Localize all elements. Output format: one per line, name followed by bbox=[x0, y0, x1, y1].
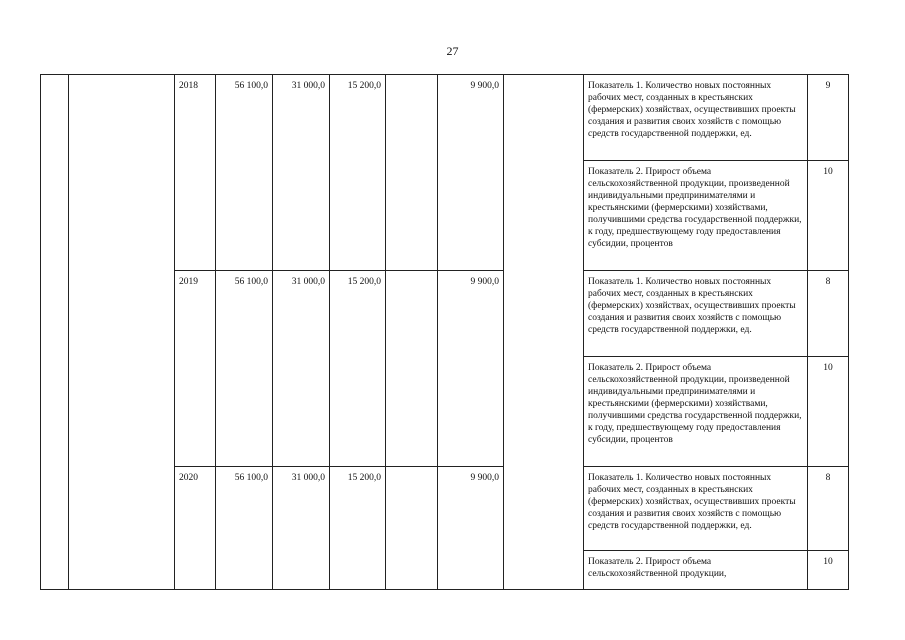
indicator-text: Показатель 2. Прирост объема сельскохозяйственной продукции, bbox=[584, 551, 808, 590]
year-cell: 2020 bbox=[175, 467, 216, 590]
local-budget-cell bbox=[386, 467, 438, 590]
name-cell bbox=[69, 75, 175, 590]
federal-budget-cell: 31 000,0 bbox=[273, 467, 330, 590]
indicator-value: 9 bbox=[808, 75, 849, 161]
indicator-value: 8 bbox=[808, 271, 849, 357]
indicator-value: 8 bbox=[808, 467, 849, 551]
indicator-text: Показатель 2. Прирост объема сельскохозяйственной продукции, произведенной индивидуальными предпринимателями и крестьянскими (фермерскими) хозяйствами, получившими средства государственной поддержки, к году, предшествующему году предоставления субсидии, процентов bbox=[584, 161, 808, 271]
local-budget-cell bbox=[386, 75, 438, 271]
year-cell: 2019 bbox=[175, 271, 216, 467]
regional-budget-cell: 15 200,0 bbox=[330, 467, 386, 590]
federal-budget-cell: 31 000,0 bbox=[273, 271, 330, 467]
local-budget-cell bbox=[386, 271, 438, 467]
extrabudgetary-cell: 9 900,0 bbox=[438, 467, 504, 590]
indicator-value: 10 bbox=[808, 551, 849, 590]
total-cell: 56 100,0 bbox=[216, 467, 273, 590]
executor-cell bbox=[504, 75, 584, 590]
indicator-value: 10 bbox=[808, 357, 849, 467]
table-row bbox=[41, 75, 849, 161]
regional-budget-cell: 15 200,0 bbox=[330, 75, 386, 271]
year-cell: 2018 bbox=[175, 75, 216, 271]
extrabudgetary-cell: 9 900,0 bbox=[438, 271, 504, 467]
indicator-text: Показатель 1. Количество новых постоянных рабочих мест, созданных в крестьянских (фермерских) хозяйствах, осуществивших проекты создания и развития своих хозяйств с помощью средств государственной поддержки, ед. bbox=[584, 467, 808, 551]
regional-budget-cell: 15 200,0 bbox=[330, 271, 386, 467]
page-number: 27 bbox=[446, 44, 459, 58]
indicator-value: 10 bbox=[808, 161, 849, 271]
indicator-text: Показатель 2. Прирост объема сельскохозяйственной продукции, произведенной индивидуальными предпринимателями и крестьянскими (фермерскими) хозяйствами, получившими средства государственной поддержки, к году, предшествующему году предоставления субсидии, процентов bbox=[584, 357, 808, 467]
indicator-text: Показатель 1. Количество новых постоянных рабочих мест, созданных в крестьянских (фермерских) хозяйствах, осуществивших проекты создания и развития своих хозяйств с помощью средств государственной поддержки, ед. bbox=[584, 75, 808, 161]
number-cell bbox=[41, 75, 69, 590]
extrabudgetary-cell: 9 900,0 bbox=[438, 75, 504, 271]
federal-budget-cell: 31 000,0 bbox=[273, 75, 330, 271]
total-cell: 56 100,0 bbox=[216, 75, 273, 271]
indicator-text: Показатель 1. Количество новых постоянных рабочих мест, созданных в крестьянских (фермерских) хозяйствах, осуществивших проекты создания и развития своих хозяйств с помощью средств государственной поддержки, ед. bbox=[584, 271, 808, 357]
total-cell: 56 100,0 bbox=[216, 271, 273, 467]
budget-table bbox=[40, 74, 849, 590]
